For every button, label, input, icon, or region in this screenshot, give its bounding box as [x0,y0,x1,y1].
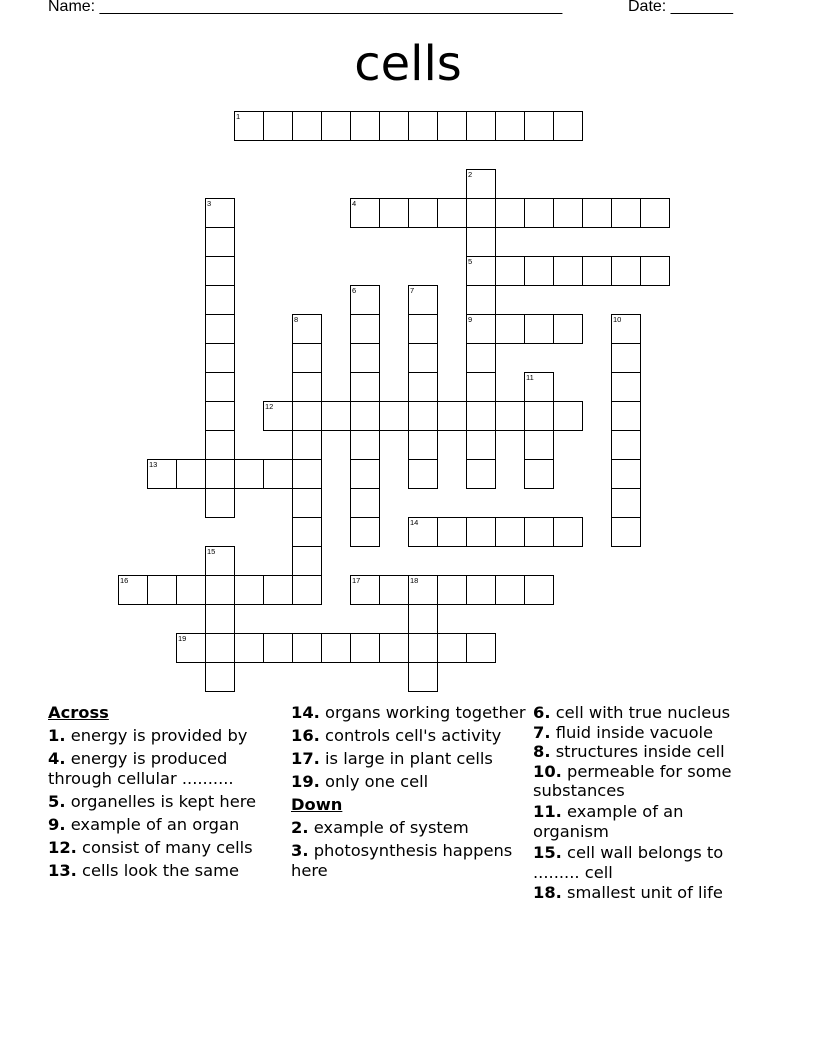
crossword-cell[interactable] [466,198,496,228]
crossword-cell[interactable] [466,430,496,460]
clue-number-label: 7 [410,286,415,295]
crossword-cell[interactable] [408,285,438,315]
date-field[interactable]: Date: _______ [628,0,733,15]
crossword-cell[interactable] [263,111,293,141]
crossword-cell[interactable] [408,604,438,634]
crossword-cell[interactable] [292,633,322,663]
crossword-cell[interactable] [350,198,380,228]
crossword-cell[interactable] [524,430,554,460]
crossword-cell[interactable] [408,198,438,228]
clue-number: 2. [291,817,309,837]
crossword-cell[interactable] [495,111,525,141]
clue-text: photosynthesis happens here [291,841,513,880]
crossword-cell[interactable] [147,575,177,605]
crossword-cell[interactable] [205,575,235,605]
crossword-cell[interactable] [350,517,380,547]
clue-number: 11. [533,801,562,821]
clue-number-label: 17 [352,576,361,585]
crossword-cell[interactable] [205,662,235,692]
crossword-cell[interactable] [524,198,554,228]
clue-number-label: 8 [294,315,299,324]
crossword-cell[interactable] [524,372,554,402]
across-heading: Across [48,703,109,722]
crossword-cell[interactable] [321,111,351,141]
crossword-cell[interactable] [263,459,293,489]
clue-item [48,792,280,812]
crossword-cell[interactable] [408,372,438,402]
clue-number-label: 13 [149,460,158,469]
clue-column-1 [48,703,280,881]
crossword-cell[interactable] [263,575,293,605]
clue-number-label: 18 [410,576,419,585]
clue-number-label: 15 [207,547,216,556]
clue-text: fluid inside vacuole [555,722,714,742]
clue-number-label: 2 [468,170,473,179]
crossword-cell[interactable] [437,401,467,431]
crossword-cell[interactable] [205,285,235,315]
crossword-cell[interactable] [437,111,467,141]
crossword-cell[interactable] [408,111,438,141]
clue-item [533,843,763,882]
clue-number: 15. [533,843,562,863]
clue-number: 3. [291,841,309,861]
crossword-cell[interactable] [205,227,235,257]
crossword-cell[interactable] [321,633,351,663]
crossword-cell[interactable] [408,314,438,344]
crossword-cell[interactable] [321,401,351,431]
crossword-cell[interactable] [292,488,322,518]
crossword-cell[interactable] [292,575,322,605]
crossword-cell[interactable] [524,401,554,431]
clue-item [533,883,763,903]
crossword-cell[interactable] [350,430,380,460]
crossword-cell[interactable] [437,517,467,547]
crossword-cell[interactable] [611,430,641,460]
crossword-cell[interactable] [350,343,380,373]
crossword-cell[interactable] [205,314,235,344]
clue-number: 7. [533,722,551,742]
crossword-cell[interactable] [234,111,264,141]
crossword-cell[interactable] [495,314,525,344]
crossword-cell[interactable] [379,633,409,663]
clue-number-label: 1 [236,112,241,121]
crossword-cell[interactable] [495,256,525,286]
crossword-cell[interactable] [466,401,496,431]
crossword-cell[interactable] [582,198,612,228]
crossword-cell[interactable] [205,604,235,634]
clue-item [48,861,280,881]
crossword-cell[interactable] [524,575,554,605]
clue-number-label: 12 [265,402,274,411]
clue-text: energy is provided by [70,726,248,746]
crossword-cell[interactable] [466,372,496,402]
clue-text: energy is produced through cellular .......... [48,749,234,788]
clue-item [291,726,527,746]
crossword-cell[interactable] [292,314,322,344]
crossword-cell[interactable] [553,111,583,141]
crossword-cell[interactable] [553,256,583,286]
clue-number: 9. [48,814,66,834]
clue-item [48,749,280,788]
clue-number: 10. [533,761,562,781]
clue-number: 17. [291,749,320,769]
crossword-cell[interactable] [640,198,670,228]
clue-item [48,815,280,835]
crossword-cell[interactable] [292,517,322,547]
crossword-cell[interactable] [350,575,380,605]
clue-number: 12. [48,838,77,858]
crossword-cell[interactable] [350,372,380,402]
crossword-cell[interactable] [466,169,496,199]
clue-item [533,802,763,841]
crossword-cell[interactable] [408,633,438,663]
crossword-cell[interactable] [524,111,554,141]
crossword-cell[interactable] [379,198,409,228]
crossword-cell[interactable] [205,459,235,489]
clue-number-label: 4 [352,199,357,208]
crossword-cell[interactable] [292,401,322,431]
clue-item [291,841,527,880]
crossword-cell[interactable] [379,575,409,605]
clue-text: example of an organism [533,801,684,841]
down-heading: Down [291,794,343,814]
crossword-cell[interactable] [205,633,235,663]
crossword-cell[interactable] [147,459,177,489]
crossword-cell[interactable] [611,517,641,547]
crossword-cell[interactable] [292,372,322,402]
crossword-cell[interactable] [350,459,380,489]
clue-number: 1. [48,726,66,746]
crossword-cell[interactable] [611,256,641,286]
clue-number: 5. [48,791,66,811]
page-title: cells [354,36,462,92]
crossword-cell[interactable] [611,314,641,344]
crossword-cell[interactable] [524,314,554,344]
crossword-cell[interactable] [292,430,322,460]
clue-number: 18. [533,883,562,903]
crossword-cell[interactable] [466,459,496,489]
clue-text: example of system [313,817,469,837]
name-field[interactable]: Name: ____________________________________________________ [48,0,563,15]
crossword-cell[interactable] [176,459,206,489]
crossword-cell[interactable] [408,662,438,692]
clue-number: 8. [533,742,551,762]
crossword-cell[interactable] [466,343,496,373]
crossword-cell[interactable] [408,401,438,431]
crossword-cell[interactable] [524,517,554,547]
clue-text: consist of many cells [82,838,253,858]
clue-text: structures inside cell [555,742,725,762]
clue-text: example of an organ [70,814,240,834]
crossword-cell[interactable] [205,256,235,286]
crossword-cell[interactable] [379,401,409,431]
crossword-cell[interactable] [495,575,525,605]
crossword-cell[interactable] [466,575,496,605]
crossword-cell[interactable] [350,401,380,431]
clue-text: organs working together [325,703,526,722]
crossword-cell[interactable] [205,372,235,402]
crossword-cell[interactable] [495,198,525,228]
crossword-cell[interactable] [466,111,496,141]
crossword-cell[interactable] [408,430,438,460]
clue-column-2 [291,703,527,880]
crossword-cell[interactable] [611,343,641,373]
crossword-cell[interactable] [408,575,438,605]
crossword-cell[interactable] [292,111,322,141]
clue-number: 4. [48,749,66,769]
crossword-cell[interactable] [466,517,496,547]
clue-item [291,818,527,838]
crossword-cell[interactable] [611,401,641,431]
crossword-cell[interactable] [292,343,322,373]
clue-item [291,703,527,723]
clue-item [48,726,280,746]
crossword-cell[interactable] [379,111,409,141]
clue-number: 16. [291,726,320,746]
clue-text: only one cell [325,772,429,792]
clue-number-label: 6 [352,286,357,295]
clue-number-label: 9 [468,315,473,324]
crossword-cell[interactable] [292,459,322,489]
crossword-cell[interactable] [437,198,467,228]
crossword-cell[interactable] [350,285,380,315]
clue-item [533,742,763,762]
crossword-cell[interactable] [466,227,496,257]
clue-text: organelles is kept here [70,791,257,811]
crossword-cell[interactable] [466,314,496,344]
crossword-cell[interactable] [524,256,554,286]
clue-text: is large in plant cells [325,749,493,769]
crossword-cell[interactable] [205,430,235,460]
crossword-cell[interactable] [350,488,380,518]
clue-number: 14. [291,703,320,722]
clue-item [291,772,527,792]
clue-column-3 [533,703,763,903]
crossword-cell[interactable] [350,111,380,141]
crossword-cell[interactable] [292,546,322,576]
crossword-cell[interactable] [205,401,235,431]
crossword-cell[interactable] [350,314,380,344]
clue-text: controls cell's activity [325,726,502,746]
crossword-cell[interactable] [234,575,264,605]
clue-number-label: 19 [178,634,187,643]
crossword-cell[interactable] [263,401,293,431]
crossword-cell[interactable] [118,575,148,605]
crossword-cell[interactable] [466,633,496,663]
crossword-cell[interactable] [234,633,264,663]
crossword-cell[interactable] [205,343,235,373]
crossword-cell[interactable] [408,459,438,489]
clue-number: 19. [291,772,320,792]
crossword-cell[interactable] [205,488,235,518]
crossword-cell[interactable] [408,517,438,547]
crossword-cell[interactable] [553,517,583,547]
crossword-cell[interactable] [582,256,612,286]
crossword-cell[interactable] [640,256,670,286]
clue-item [291,749,527,769]
crossword-cell[interactable] [350,633,380,663]
crossword-cell[interactable] [176,633,206,663]
crossword-cell[interactable] [466,285,496,315]
crossword-cell[interactable] [176,575,206,605]
crossword-cell[interactable] [205,198,235,228]
crossword-cell[interactable] [408,343,438,373]
crossword-cell[interactable] [495,517,525,547]
crossword-cell[interactable] [553,198,583,228]
crossword-cell[interactable] [611,198,641,228]
clue-number-label: 16 [120,576,129,585]
crossword-cell[interactable] [466,256,496,286]
clue-number-label: 10 [613,315,622,324]
clue-text: cell with true nucleus [555,703,731,722]
crossword-cell[interactable] [234,459,264,489]
clue-number-label: 11 [526,373,534,382]
clue-item [533,723,763,743]
crossword-cell[interactable] [437,633,467,663]
clue-text: permeable for some substances [533,761,732,801]
clue-item [533,703,763,723]
clue-item [533,762,763,801]
crossword-cell[interactable] [437,575,467,605]
clue-number-label: 5 [468,257,473,266]
crossword-cell[interactable] [553,401,583,431]
crossword-cell[interactable] [495,401,525,431]
crossword-cell[interactable] [611,459,641,489]
clue-number-label: 14 [410,518,419,527]
clue-number: 6. [533,703,551,722]
clue-text: cells look the same [82,861,239,881]
clue-text: smallest unit of life [567,883,723,903]
crossword-cell[interactable] [553,314,583,344]
crossword-cell[interactable] [611,372,641,402]
crossword-cell[interactable] [611,488,641,518]
clue-text: cell wall belongs to ......... cell [533,843,724,882]
crossword-cell[interactable] [205,546,235,576]
clue-item [48,838,280,858]
clue-number-label: 3 [207,199,212,208]
crossword-cell[interactable] [263,633,293,663]
crossword-cell[interactable] [524,459,554,489]
clue-number: 13. [48,861,77,881]
